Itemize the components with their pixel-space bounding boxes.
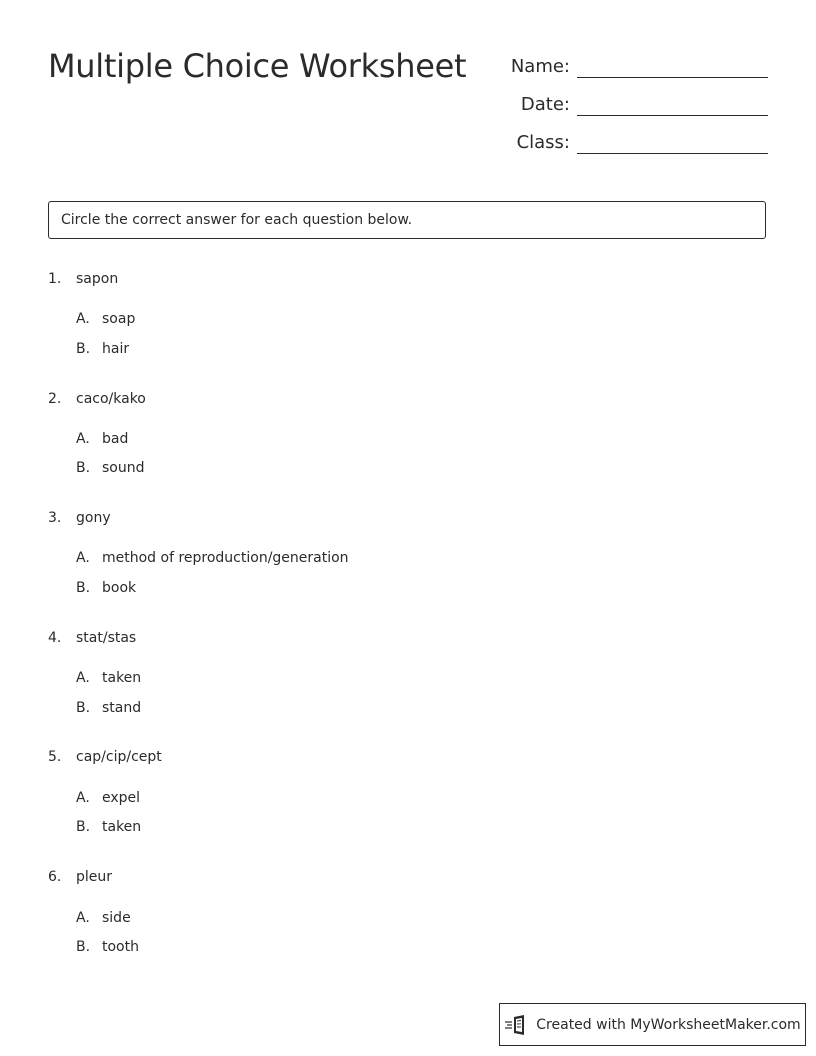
option-1b[interactable] bbox=[76, 339, 129, 359]
option-letter: B. bbox=[76, 341, 91, 357]
question-3 bbox=[48, 508, 111, 528]
option-3a[interactable] bbox=[76, 548, 349, 568]
page-title: Multiple Choice Worksheet bbox=[48, 47, 467, 85]
option-4b[interactable] bbox=[76, 698, 141, 718]
name-line[interactable] bbox=[577, 51, 768, 78]
option-3b[interactable] bbox=[76, 578, 136, 598]
option-text: stand bbox=[102, 700, 142, 716]
option-letter: B. bbox=[76, 580, 91, 596]
worksheet-maker-logo-icon bbox=[504, 1014, 528, 1036]
option-5a[interactable] bbox=[76, 788, 140, 808]
question-term: pleur bbox=[76, 869, 113, 885]
option-letter: A. bbox=[76, 910, 90, 926]
option-text: bad bbox=[102, 431, 129, 447]
question-term: stat/stas bbox=[76, 630, 137, 646]
question-term: caco/kako bbox=[76, 391, 146, 407]
option-text: hair bbox=[102, 341, 130, 357]
option-letter: A. bbox=[76, 670, 90, 686]
option-text: sound bbox=[102, 460, 145, 476]
option-text: side bbox=[102, 910, 131, 926]
option-2a[interactable] bbox=[76, 429, 128, 449]
question-term: sapon bbox=[76, 271, 119, 287]
date-field bbox=[521, 86, 768, 116]
option-letter: A. bbox=[76, 790, 90, 806]
class-line[interactable] bbox=[577, 127, 768, 154]
option-1a[interactable] bbox=[76, 309, 135, 329]
option-text: tooth bbox=[102, 939, 139, 955]
date-line[interactable] bbox=[577, 89, 768, 116]
option-6b[interactable] bbox=[76, 937, 139, 957]
question-term: gony bbox=[76, 510, 111, 526]
option-4a[interactable] bbox=[76, 668, 141, 688]
option-5b[interactable] bbox=[76, 817, 141, 837]
option-letter: B. bbox=[76, 939, 91, 955]
question-5 bbox=[48, 747, 162, 767]
instructions-text: Circle the correct answer for each question below. bbox=[61, 212, 413, 228]
option-2b[interactable] bbox=[76, 458, 145, 478]
question-1 bbox=[48, 269, 118, 289]
option-letter: A. bbox=[76, 431, 90, 447]
option-letter: B. bbox=[76, 460, 91, 476]
class-field bbox=[517, 124, 768, 154]
question-number: 4. bbox=[48, 630, 62, 646]
name-field bbox=[511, 48, 768, 78]
date-label: Date: bbox=[520, 94, 570, 115]
option-text: taken bbox=[102, 819, 142, 835]
option-6a[interactable] bbox=[76, 908, 131, 928]
question-6 bbox=[48, 867, 112, 887]
option-text: method of reproduction/generation bbox=[102, 550, 349, 566]
instructions-box bbox=[48, 201, 766, 239]
class-label: Class: bbox=[516, 132, 570, 153]
question-term: cap/cip/cept bbox=[76, 749, 162, 765]
option-letter: A. bbox=[76, 311, 90, 327]
footer-credit[interactable] bbox=[499, 1003, 806, 1046]
question-number: 2. bbox=[48, 391, 62, 407]
option-text: expel bbox=[102, 790, 141, 806]
question-number: 6. bbox=[48, 869, 62, 885]
option-letter: B. bbox=[76, 700, 91, 716]
question-number: 1. bbox=[48, 271, 62, 287]
option-text: taken bbox=[102, 670, 142, 686]
question-2 bbox=[48, 389, 146, 409]
question-4 bbox=[48, 628, 136, 648]
footer-text: Created with MyWorksheetMaker.com bbox=[536, 1016, 801, 1033]
option-letter: A. bbox=[76, 550, 90, 566]
option-text: book bbox=[102, 580, 137, 596]
option-letter: B. bbox=[76, 819, 91, 835]
question-number: 5. bbox=[48, 749, 62, 765]
question-number: 3. bbox=[48, 510, 62, 526]
option-text: soap bbox=[102, 311, 136, 327]
name-label: Name: bbox=[510, 56, 570, 77]
